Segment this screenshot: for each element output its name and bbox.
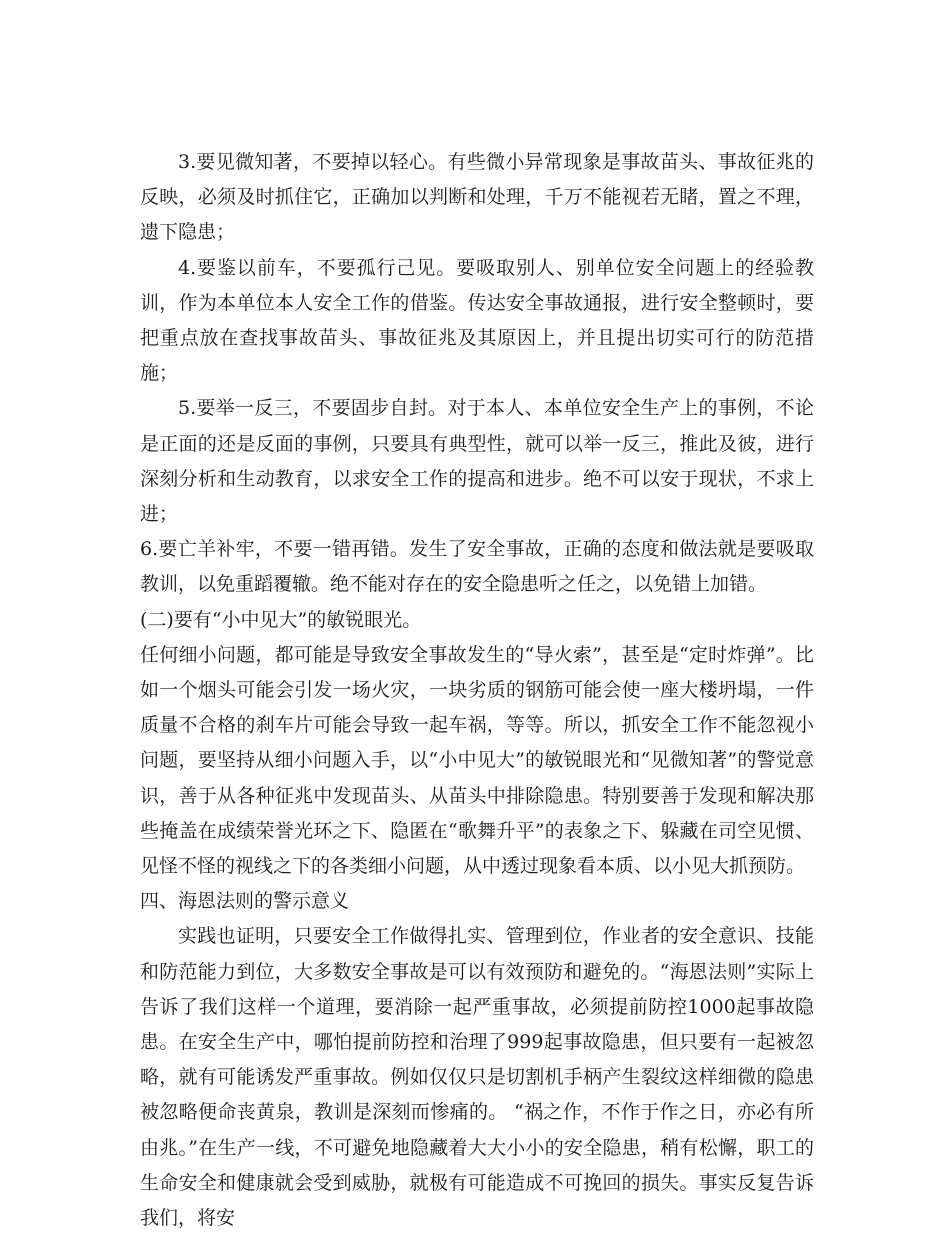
section-heading-4: 四、海恩法则的警示意义 [140, 890, 350, 913]
paragraph-small-problems: 任何细小问题，都可能是导致安全事故发生的“导火索”，甚至是“定时炸弹”。比如一个烟头可能会引发一场火灾，一块劣质的钢筋可能会使一座大楼坍塌，一件质量不合格的刹车片可能会导致一起车祸，等等。所以，抓安全工作不能忽视小问题，要坚持从细小问题入手，以“小中见大”的敏锐眼光和“见微知著”的警觉意识，善于从各种征兆中发现苗头、从苗头中排除隐患。特别要善于发现和解决那些掩盖在成绩荣誉光环之下、隐匿在“歌舞升平”的表象之下、躲藏在司空见惯、见怪不怪的视线之下的各类细小问题，从中透过现象看本质、以小见大抓预防。 [140, 643, 814, 878]
paragraph-item-3: 3.要见微知著，不要掉以轻心。有些微小异常现象是事故苗头、事故征兆的反映，必须及时抓住它，正确加以判断和处理，千万不能视若无睹，置之不理，遗下隐患； [140, 151, 814, 244]
paragraph-item-4: 4.要鉴以前车，不要孤行己见。要吸取别人、别单位安全问题上的经验教训，作为本单位本人安全工作的借鉴。传达安全事故通报，进行安全整顿时，要把重点放在查找事故苗头、事故征兆及其原因上，并且提出切实可行的防范措施； [140, 256, 814, 385]
paragraph-item-5: 5.要举一反三，不要固步自封。对于本人、本单位安全生产上的事例，不论是正面的还是反面的事例，只要具有典型性，就可以举一反三，推此及彼，进行深刻分析和生动教育，以求安全工作的提高和进步。绝不可以安于现状，不求上进； [140, 397, 814, 526]
document-page [140, 145, 814, 1236]
paragraph-item-6: 6.要亡羊补牢，不要一错再错。发生了安全事故，正确的态度和做法就是要吸取教训，以免重蹈覆辙。绝不能对存在的安全隐患听之任之，以免错上加错。 [140, 538, 814, 596]
paragraph-heinrich-law: 实践也证明，只要安全工作做得扎实、管理到位，作业者的安全意识、技能和防范能力到位，大多数安全事故是可以有效预防和避免的。“海恩法则”实际上告诉了我们这样一个道理，要消除一起严重事故，必须提前防控1000起事故隐患。在安全生产中，哪怕提前防控和治理了999起事故隐患，但只要有一起被忽略，就有可能诱发严重事故。例如仅仅只是切割机手柄产生裂纹这样细微的隐患被忽略便命丧黄泉，教训是深刻而惨痛的。 “祸之作，不作于作之日，亦必有所由兆。”在生产一线，不可避免地隐藏着大大小小的安全隐患，稍有松懈，职工的生命安全和健康就会受到威胁，就极有可能造成不可挽回的损失。事实反复告诉我们，将安 [140, 925, 814, 1230]
section-heading-2: (二)要有“小中见大”的敏锐眼光。 [140, 608, 422, 631]
